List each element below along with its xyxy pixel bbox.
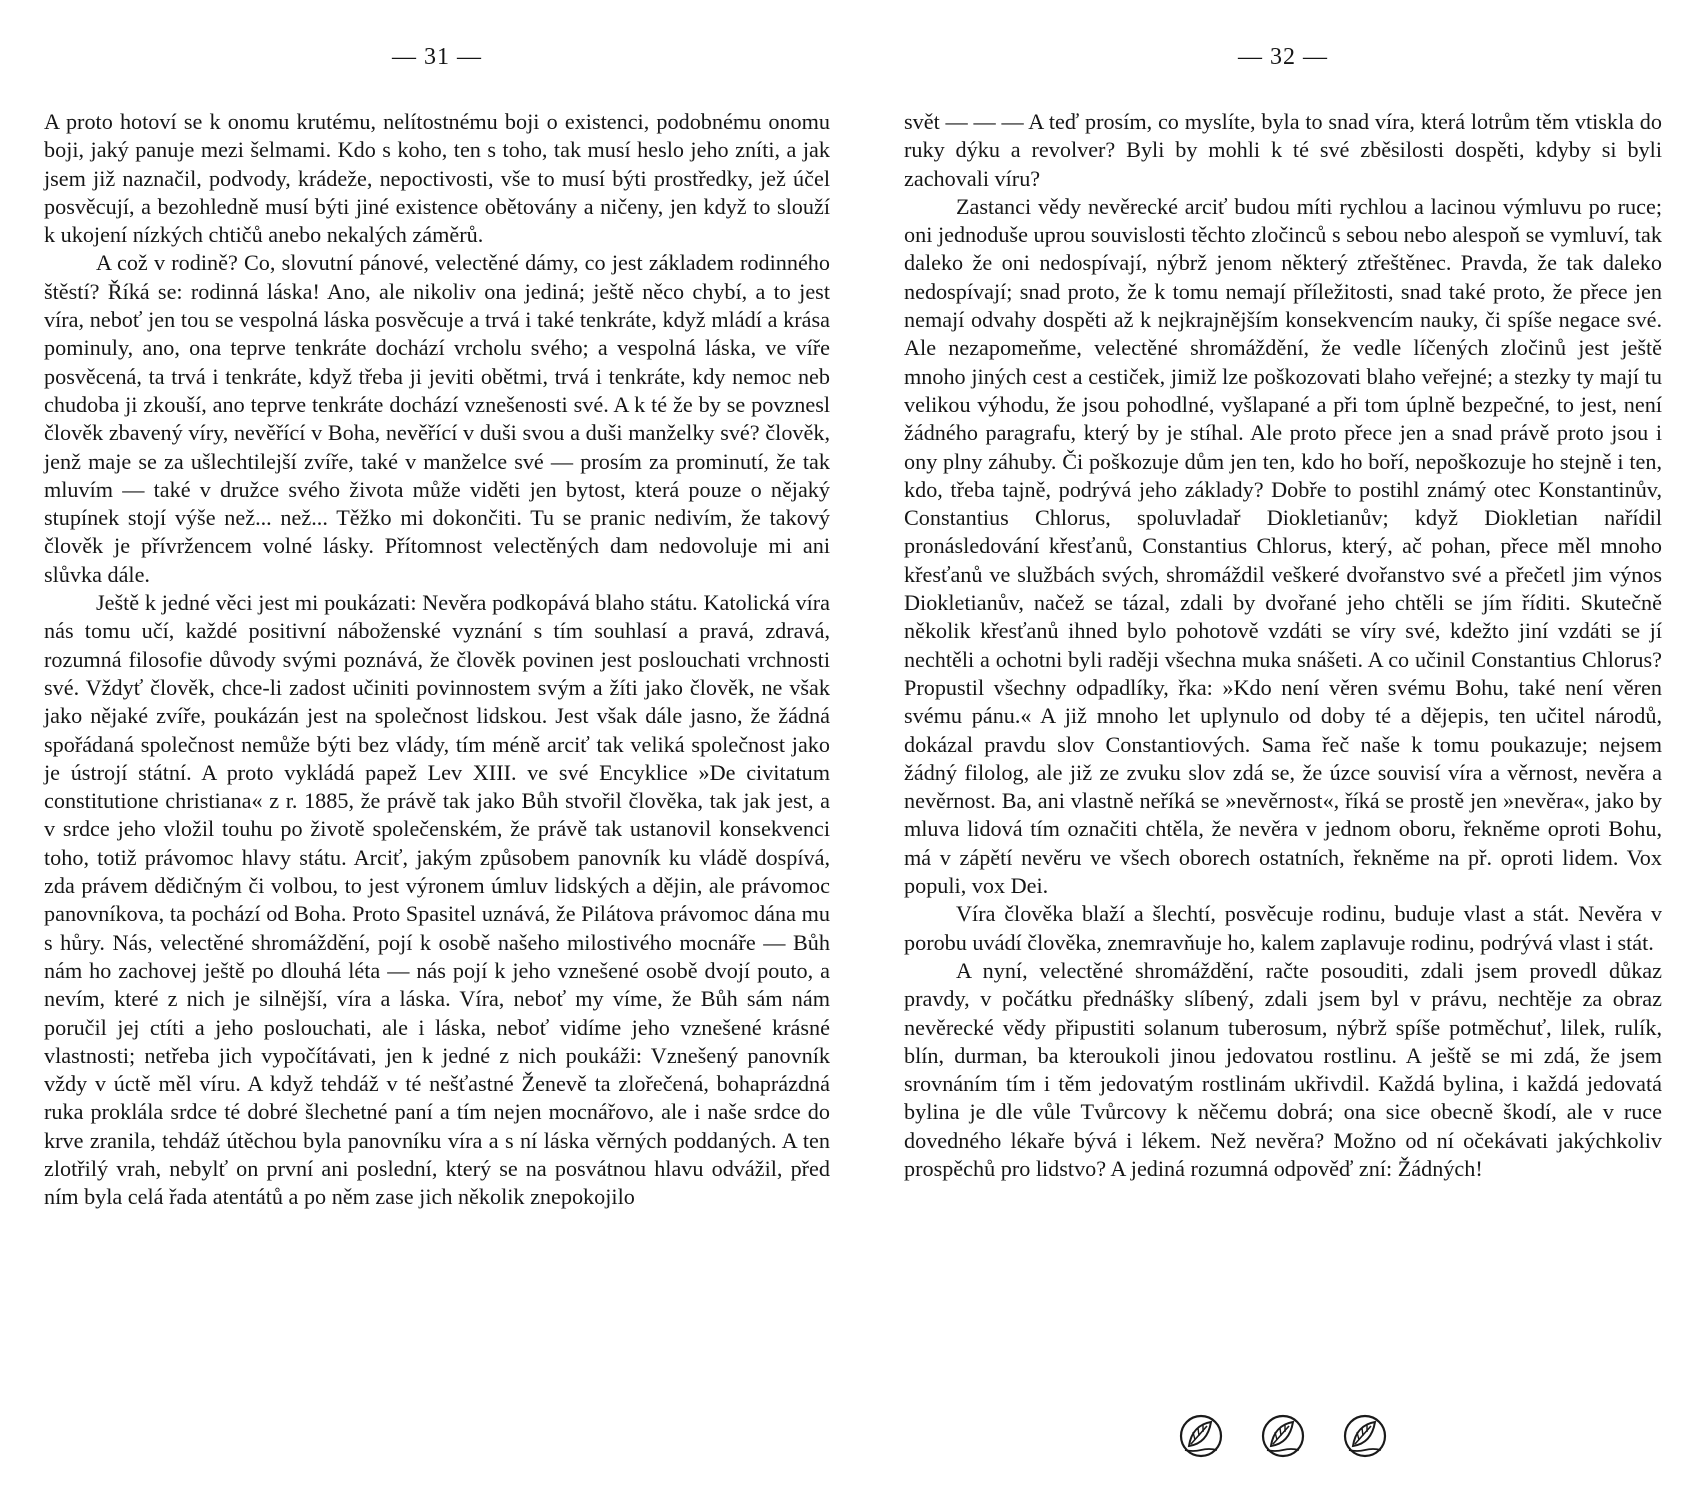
leaf-ornament-icon [1259,1412,1307,1460]
right-page [904,0,1662,1500]
paragraph: Zastanci vědy nevěrecké arciť budou míti rychlou a lacinou výmluvu po ruce; oni jednoduše uprou souvislosti těchto zločinců s sebou nebo alespoň se vymluví, tak daleko že oni nedospívají, nýbrž jenom některý ztřeštěnec. Pravda, že tak daleko nedospívají; snad proto, že k tomu nemají příležitosti, snad také proto, že přece jen nemají odvahy dospěti až k nejkrajnějším konsekvencím nauky, či spíše negace své. Ale nezapomeňme, velectěné shromáždění, že vedle líčených zločinů jest ještě mnoho jiných cest a cestiček, jimiž lze poškozovati blaho veřejné; a stezky ty mají tu velikou výhodu, že jsou pohodlné, vyšlapané a při tom úplně bezpečné, to jest, není žádného paragrafu, který by je stíhal. Ale proto přece jen a snad právě proto jsou i ony plny záhuby. Či poškozuje dům jen ten, kdo ho boří, nepoškozuje ho stejně i ten, kdo, třeba tajně, podrývá jeho základy? Dobře to postihl známý otec Konstantinův, Constantius Chlorus, spoluvladař Diokletianův; když Diokletian nařídil pronásledování křesťanů, Constantius Chlorus, který, ač pohan, přece měl mnoho křesťanů ve službách svých, shromáždil veškeré dvořanstvo své a přečetl jim výnos Diokletianův, načež se tázal, zdali by dvořané jeho chtěli se jím říditi. Skutečně několik křesťanů ihned bylo pohotově vzdáti se víry své, kdežto jiní vzdáti se jí nechtěli a ochotni byli raději všechna muka snášeti. A co učinil Constantius Chlorus? Propustil všechny odpadlíky, řka: »Kdo není věren svému Bohu, také není věren svému pánu.« A již mnoho let uplynulo od doby té a dějepis, ten učitel národů, dokázal pravdu slov Constantiových. Sama řeč naše k tomu poukazuje; nejsem žádný filolog, ale již ze zvuku slov zdá se, že úzce souvisí víra a věrnost, nevěra a nevěrnost. Ba, ani vlastně neříká se »nevěrnost«, říká se prostě jen »nevěra«, jako by mluva lidová tím označiti chtěla, že nevěra v jednom oboru, řekněme oproti Bohu, má v zápětí nevěru ve všech oborech ostatních, řekněme na př. oproti lidem. Vox populi, vox Dei. [904,193,1662,899]
page-number: — 31 — [392,44,482,70]
end-ornaments [904,1412,1662,1460]
page-body [904,108,1662,1183]
page-number: — 32 — [1238,44,1328,70]
paragraph: svět — — — A teď prosím, co myslíte, byla to snad víra, která lotrům těm vtiskla do ruky dýku a revolver? Byli by mohli k té své zběsilosti dospěti, kdyby si byli zachovali víru? [904,109,1662,191]
paragraph: A což v rodině? Co, slovutní pánové, velectěné dámy, co jest základem rodinného štěstí? Říká se: rodinná láska! Ano, ale nikoliv ona jediná; ještě něco chybí, a to jest víra, neboť jen tou se vespolná láska posvěcuje a trvá i také tenkráte, když mládí a krása pominuly, ano, ona teprve tenkráte dochází vrcholu svého; a vespolná láska, ve víře posvěcená, ta trvá i tenkráte, když třeba ji jeviti obětmi, trvá i tenkráte, kdy nemoc neb chudoba ji zkouší, ano teprve tenkráte dochází vznešenosti své. A k té že by se povznesl člověk zbavený víry, nevěřící v Boha, nevěřící v duši svou a duši manželky své? člověk, jenž maje se za ušlechtilejší zvíře, také v manželce své — prosím za prominutí, že tak mluvím — také v družce svého života může viděti jen bytost, která pouze o nějaký stupínek stojí výše než... než... Těžko mi dokončiti. Tu se pranic nedivím, že takový člověk je přívržencem volné lásky. Přítomnost velectěných dam nedovoluje mi ani slůvka dále. [44,250,830,587]
paragraph: A proto hotoví se k onomu krutému, nelítostnému boji o existenci, podobnému onomu boji, jaký panuje mezi šelmami. Kdo s koho, ten s toho, tak musí heslo jeho zníti, a jak jsem již naznačil, podvody, krádeže, nepoctivosti, vše to musí býti prostředky, jež účel posvěcují, a bezohledně musí býti jiné existence obětovány a ničeny, jen když to slouží k ukojení nízkých chtičů anebo nekalých záměrů. [44,109,830,248]
left-page [44,0,830,1500]
leaf-ornament-icon [1341,1412,1389,1460]
paragraph: Ještě k jedné věci jest mi poukázati: Nevěra podkopává blaho státu. Katolická víra nás tomu učí, každé positivní náboženské vyznání s tím souhlasí a pravá, zdravá, rozumná filosofie důvody svými poznává, že člověk povinen jest poslouchati vrchnosti své. Vždyť člověk, chce-li zadost učiniti povinnostem svým a žíti jako člověk, ne však jako nějaké zvíře, poukázán jest na společnost lidskou. Jest však dále jasno, že žádná spořádaná společnost nemůže býti bez vlády, tím méně arciť tak veliká společnost jako je ústrojí státní. A proto vykládá papež Lev XIII. ve své Encyklice »De civitatum constitutione christiana« z r. 1885, že právě tak jako Bůh stvořil člověka, tak jak jest, a v srdce jeho vložil touhu po životě společenském, že právě tak ustanovil konsekvenci toho, totiž právomoc hlavy státu. Arciť, jakým způsobem panovník ku vládě dospívá, zda právem dědičným či volbou, to jest výronem úmluv lidských a dějin, ale právomoc panovníkova, ta pochází od Boha. Proto Spasitel uznává, že Pilátova právomoc dána mu s hůry. Nás, velectěné shromáždění, pojí k osobě našeho milostivého mocnáře — Bůh nám ho zachovej ještě po dlouhá léta — nás pojí k jeho vznešené osobě dvojí pouto, a nevím, které z nich je silnější, víra a láska. Víra, neboť my víme, že Bůh sám nám poručil jej ctíti a jeho poslouchati, ale i láska, neboť vidíme jeho vznešené krásné vlastnosti; netřeba jich vypočítávati, jen k jedné z nich poukáži: Vznešený panovník vždy v úctě měl víru. A když tehdáž v té nešťastné Ženevě ta zlořečená, bohaprázdná ruka proklála srdce té dobré šlechetné paní a tím nejen mocnářovo, ale i naše srdce do krve zranila, tehdáž útěchou byla panovníku víra a s ní láska věrných poddaných. A ten zlotřilý vrah, nebylť on první ani poslední, který se na posvátnou hlavu odvážil, před ním byla celá řada atentátů a po něm zase jich několik znepokojilo [44,590,830,1210]
page-body [44,108,830,1212]
paragraph: A nyní, velectěné shromáždění, račte posouditi, zdali jsem provedl důkaz pravdy, v počátku přednášky slíbený, zdali jsem byl v právu, nechtěje za obraz nevěrecké vědy připustiti solanum tuberosum, nýbrž spíše potměchuť, lilek, rulík, blín, durman, ba kteroukoli jinou jedovatou rostlinu. A ještě se mi zdá, že jsem srovnáním tím i těm jedovatým rostlinám ukřivdil. Každá bylina, i každá jedovatá bylina je dle vůle Tvůrcovy k něčemu dobrá; ona sice obecně škodí, ale v ruce dovedného lékaře bývá i lékem. Než nevěra? Možno od ní očekávati jakýchkoliv prospěchů pro lidstvo? A jediná rozumná odpověď zní: Žádných! [904,957,1662,1181]
paragraph: Víra člověka blaží a šlechtí, posvěcuje rodinu, buduje vlast a stát. Nevěra v porobu uvádí člověka, znemravňuje ho, kalem zaplavuje rodinu, podrývá vlast i stát. [904,901,1662,955]
leaf-ornament-icon [1177,1412,1225,1460]
